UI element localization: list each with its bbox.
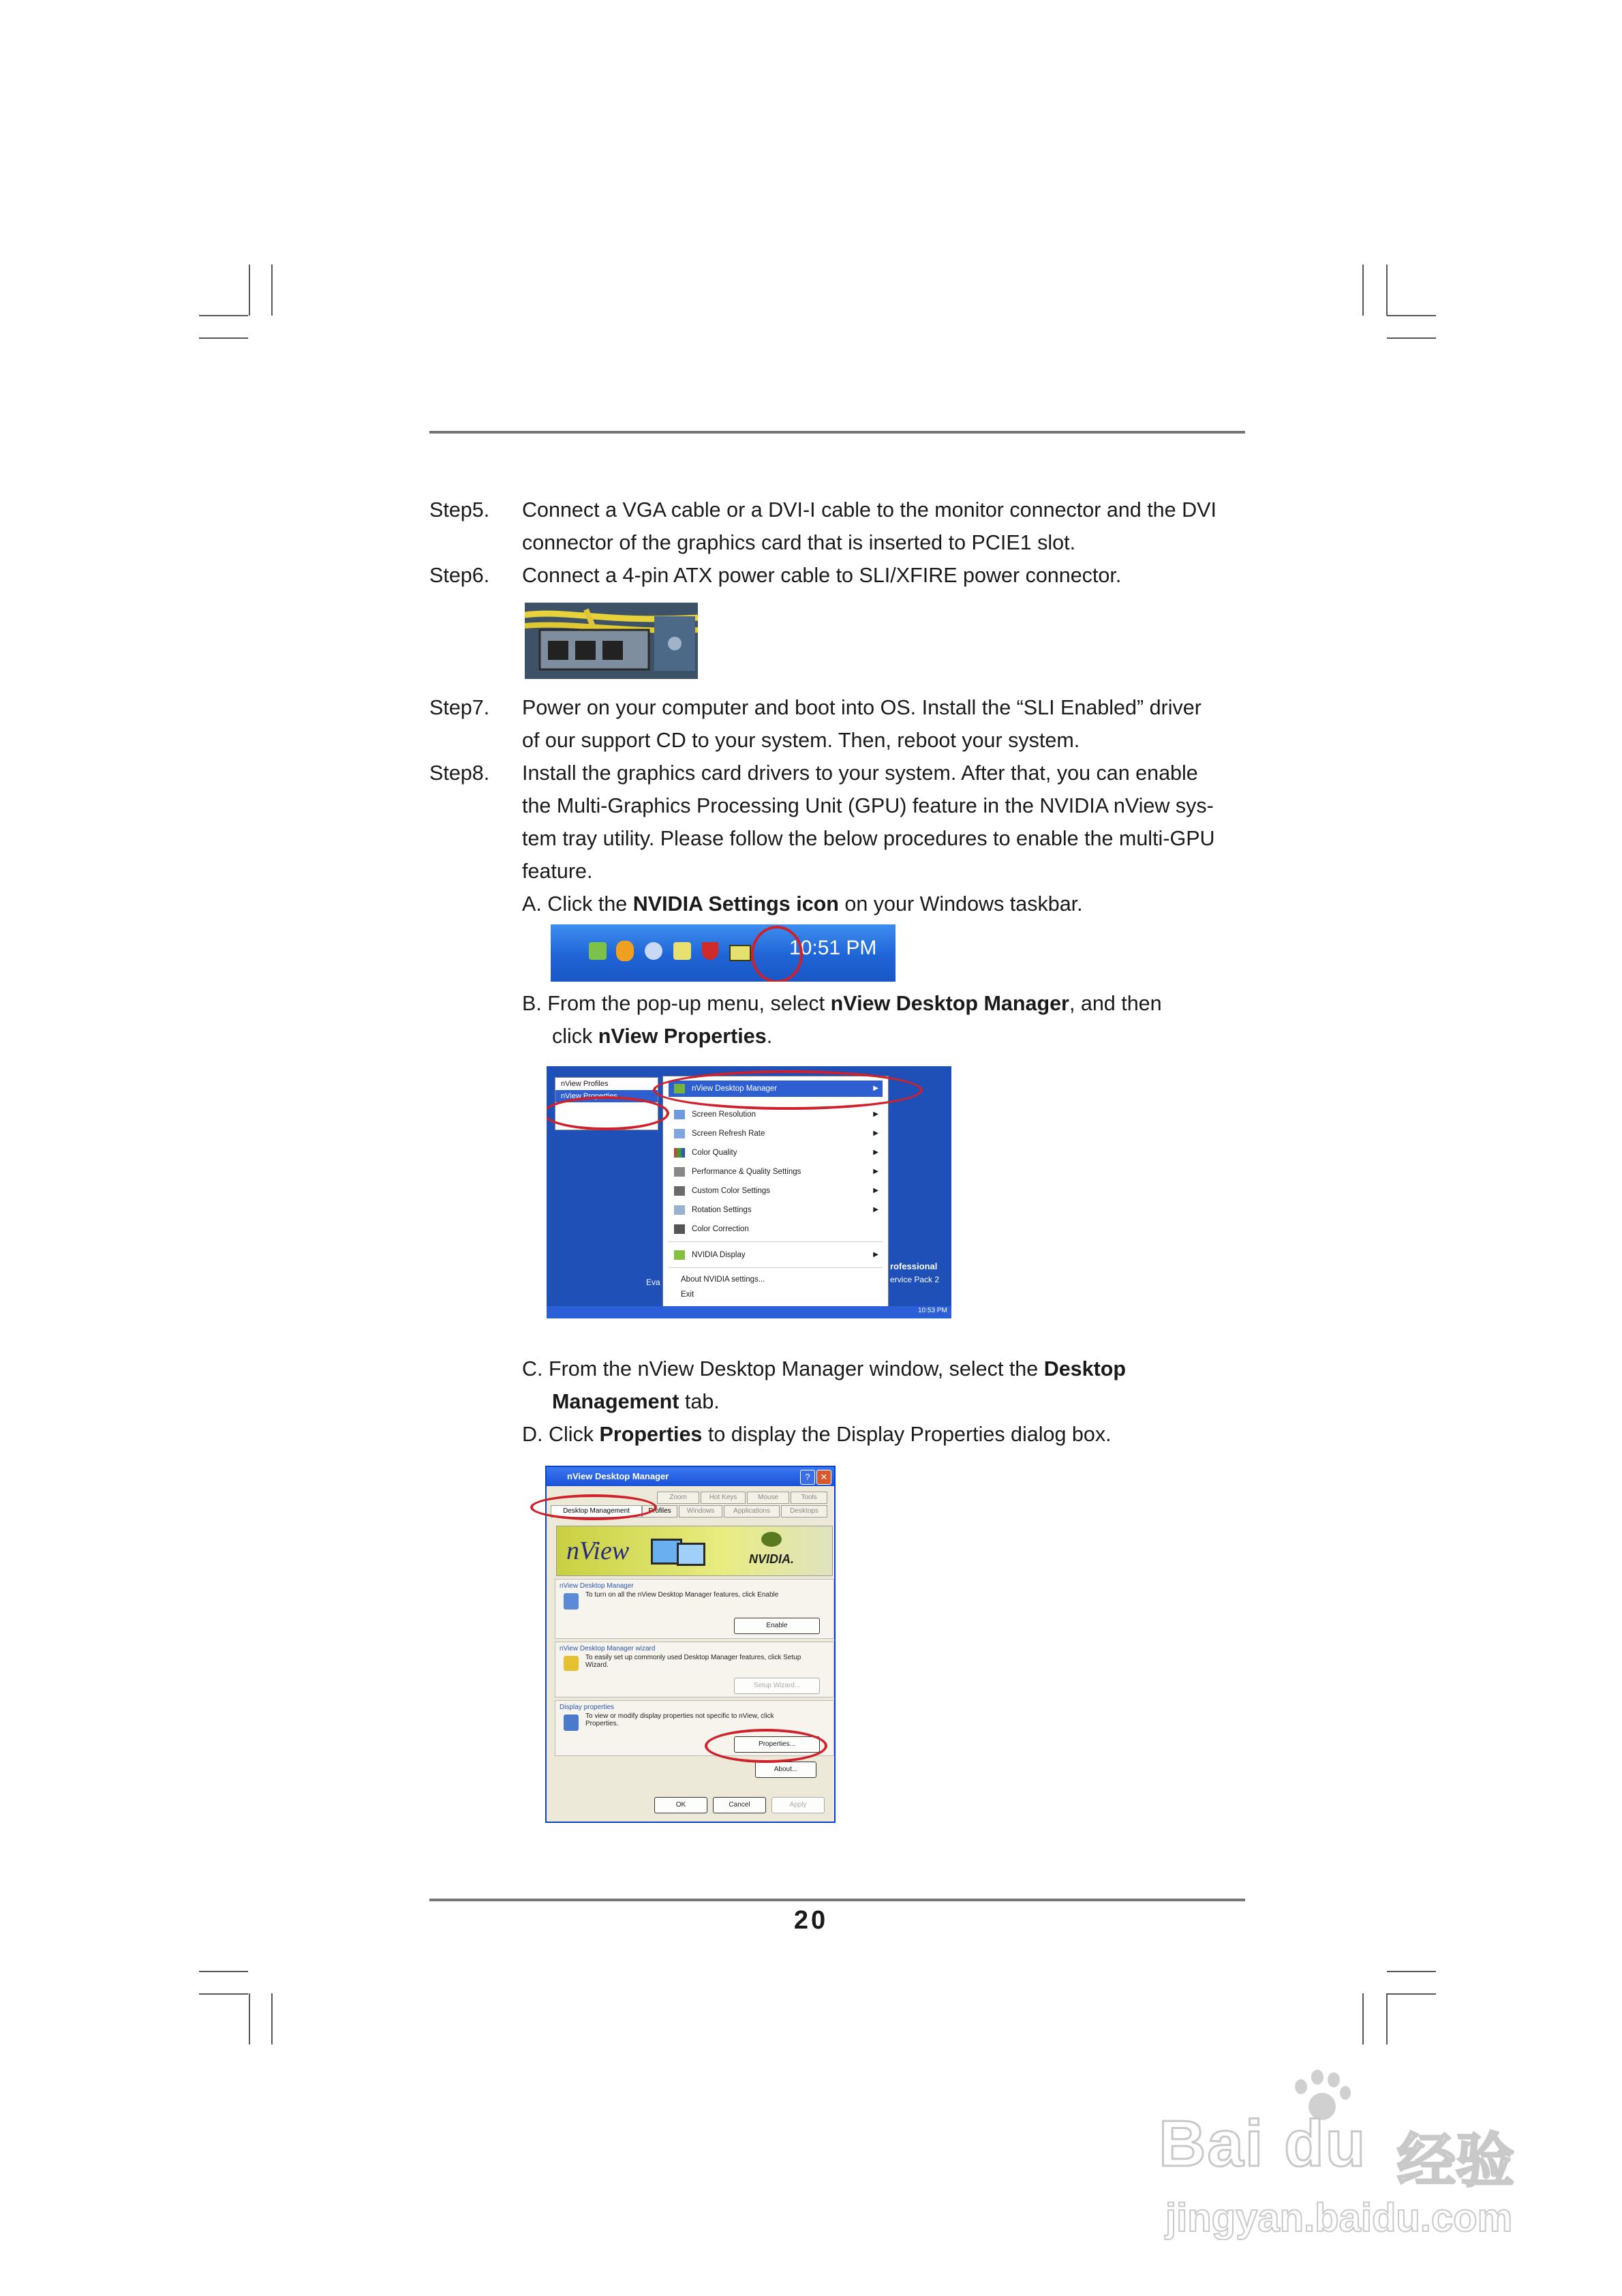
tab-zoom[interactable]: Zoom: [657, 1492, 699, 1504]
tab-profiles[interactable]: Profiles: [642, 1505, 677, 1517]
setup-wizard-button[interactable]: Setup Wizard...: [734, 1678, 820, 1694]
menu-item-nview-desktop-manager[interactable]: nView Desktop Manager ▶: [669, 1081, 883, 1097]
watermark-url: jingyan.baidu.com: [1165, 2196, 1513, 2240]
nvidia-settings-icon[interactable]: [729, 945, 751, 961]
crop-mark: [1387, 1971, 1436, 1972]
substep-a: A. Click the NVIDIA Settings icon on your Windows taskbar.: [522, 892, 1083, 916]
menu-item-nvidia-display[interactable]: NVIDIA Display ▶: [669, 1247, 883, 1263]
dialog-title: nView Desktop Manager: [547, 1467, 834, 1486]
menu-item-custom-color[interactable]: Custom Color Settings ▶: [669, 1183, 883, 1199]
security-icon: [702, 942, 718, 960]
nvidia-eye-icon: [761, 1532, 782, 1547]
header-rule: [429, 431, 1245, 434]
step-text: tem tray utility. Please follow the below procedures to enable the multi-GPU: [522, 827, 1215, 850]
footer-rule: [429, 1899, 1245, 1901]
tab-applications[interactable]: Applications: [724, 1505, 780, 1517]
desktop-text: Eva: [646, 1278, 660, 1287]
menu-item-about[interactable]: About NVIDIA settings...: [681, 1275, 765, 1284]
desktop-manager-icon: [564, 1593, 579, 1610]
network-icon: [589, 942, 607, 960]
substep-d: D. Click Properties to display the Display Properties dialog box.: [522, 1423, 1112, 1446]
cancel-button[interactable]: Cancel: [713, 1797, 766, 1813]
help-button[interactable]: ?: [800, 1470, 815, 1485]
menu-item-rotation-settings[interactable]: Rotation Settings ▶: [669, 1202, 883, 1218]
crop-mark: [249, 265, 250, 316]
menu-item-color-quality[interactable]: Color Quality ▶: [669, 1145, 883, 1161]
ok-button[interactable]: OK: [654, 1797, 707, 1813]
step-text: feature.: [522, 860, 593, 883]
highlight-ellipse: [547, 1096, 669, 1130]
popup-clock: 10:53 PM: [918, 1307, 947, 1314]
step-label: Step6.: [429, 564, 490, 587]
apply-button[interactable]: Apply: [771, 1797, 825, 1813]
step-text: of our support CD to your system. Then, reboot your system.: [522, 729, 1080, 752]
crop-mark: [1386, 265, 1388, 316]
substep-c: C. From the nView Desktop Manager window, select the Desktop: [522, 1357, 1127, 1380]
crop-mark: [199, 315, 248, 316]
crop-mark: [1386, 1993, 1388, 2044]
watermark-cn: 经验: [1397, 2128, 1514, 2194]
tab-desktop-management[interactable]: Desktop Management: [551, 1505, 642, 1517]
close-button[interactable]: ✕: [816, 1470, 831, 1485]
enable-button[interactable]: Enable: [734, 1618, 820, 1634]
substep-c-line2: Management tab.: [552, 1390, 720, 1413]
crop-mark: [1387, 315, 1436, 316]
step-label: Step7.: [429, 696, 490, 719]
crop-mark: [199, 1993, 248, 1995]
menu-item-nview-profiles[interactable]: nView Profiles: [561, 1080, 609, 1088]
substep-b: B. From the pop-up menu, select nView Desktop Manager, and then: [522, 992, 1162, 1015]
wizard-icon: [564, 1656, 579, 1671]
nvidia-brand: NVIDIA.: [749, 1552, 795, 1566]
monitor-icon: [677, 1543, 705, 1566]
display-properties-icon: [564, 1715, 579, 1731]
desktop-text: rofessional: [890, 1261, 938, 1271]
tab-desktops[interactable]: Desktops: [781, 1505, 827, 1517]
tab-windows[interactable]: Windows: [679, 1505, 722, 1517]
properties-button[interactable]: Properties...: [734, 1736, 820, 1753]
highlight-ellipse: [653, 1070, 923, 1110]
step-text: Connect a VGA cable or a DVI-I cable to the monitor connector and the DVI: [522, 498, 1216, 522]
watermark-brand: Bai du: [1159, 2107, 1367, 2180]
tab-tools[interactable]: Tools: [791, 1492, 827, 1504]
about-button[interactable]: About...: [755, 1762, 816, 1778]
baidu-watermark: [1152, 2066, 1561, 2256]
nview-logo: nView: [566, 1537, 630, 1565]
crop-mark: [1387, 337, 1436, 339]
crop-mark: [199, 337, 248, 339]
step-text: Connect a 4-pin ATX power cable to SLI/XFIRE power connector.: [522, 564, 1122, 587]
crop-mark: [199, 1971, 248, 1972]
substep-b-line2: click nView Properties.: [552, 1025, 773, 1048]
display-icon: [673, 942, 691, 960]
menu-item-screen-resolution[interactable]: Screen Resolution ▶: [669, 1106, 883, 1123]
tray-icons: [589, 939, 759, 967]
highlight-circle: [751, 926, 803, 982]
menu-item-color-correction[interactable]: Color Correction: [669, 1221, 883, 1237]
highlight-ellipse: [530, 1494, 657, 1520]
step-text: connector of the graphics card that is inserted to PCIE1 slot.: [522, 531, 1076, 554]
crop-mark: [271, 265, 273, 316]
taskbar-strip: [547, 1306, 951, 1318]
crop-mark: [249, 1993, 250, 2044]
menu-item-screen-refresh-rate[interactable]: Screen Refresh Rate ▶: [669, 1126, 883, 1142]
crop-mark: [1387, 1993, 1436, 1995]
page-number: 20: [793, 1906, 829, 1935]
menu-item-nview-properties[interactable]: nView Properties: [555, 1090, 658, 1102]
group-wizard: nView Desktop Manager wizard To easily set up commonly used Desktop Manager features, click Setup Wizard. Setup Wizard...: [555, 1642, 834, 1697]
desktop-text: ervice Pack 2: [890, 1275, 940, 1284]
popup-menu-screenshot: [547, 1066, 951, 1318]
step-label: Step8.: [429, 761, 490, 785]
taskbar-clock: 10:51 PM: [789, 937, 877, 959]
nview-dialog-screenshot: [545, 1466, 836, 1823]
highlight-ellipse: [705, 1729, 827, 1763]
crop-mark: [1362, 1993, 1364, 2044]
tab-hot-keys[interactable]: Hot Keys: [701, 1492, 746, 1504]
update-icon: [645, 942, 662, 960]
messenger-icon: [616, 941, 634, 961]
group-desktop-manager: nView Desktop Manager To turn on all the nView Desktop Manager features, click Enable Enable: [555, 1579, 834, 1639]
step-text: Install the graphics card drivers to your system. After that, you can enable: [522, 761, 1198, 785]
crop-mark: [271, 1993, 273, 2044]
menu-divider: [669, 1241, 883, 1242]
tab-mouse[interactable]: Mouse: [747, 1492, 789, 1504]
nvidia-menu: [662, 1076, 889, 1312]
step-text: the Multi-Graphics Processing Unit (GPU) feature in the NVIDIA nView sys-: [522, 794, 1214, 817]
step-text: Power on your computer and boot into OS. Install the “SLI Enabled” driver: [522, 696, 1202, 719]
group-display-properties: Display properties To view or modify display properties not specific to nView, click Properties. Properties...: [555, 1700, 834, 1756]
step-label: Step5.: [429, 498, 490, 522]
nview-banner: [556, 1526, 833, 1576]
taskbar-screenshot: [551, 924, 896, 982]
power-connector-photo: [525, 603, 698, 679]
menu-item-exit[interactable]: Exit: [681, 1290, 694, 1299]
menu-item-performance-quality[interactable]: Performance & Quality Settings ▶: [669, 1164, 883, 1180]
menu-divider: [669, 1267, 883, 1268]
crop-mark: [1362, 265, 1364, 316]
